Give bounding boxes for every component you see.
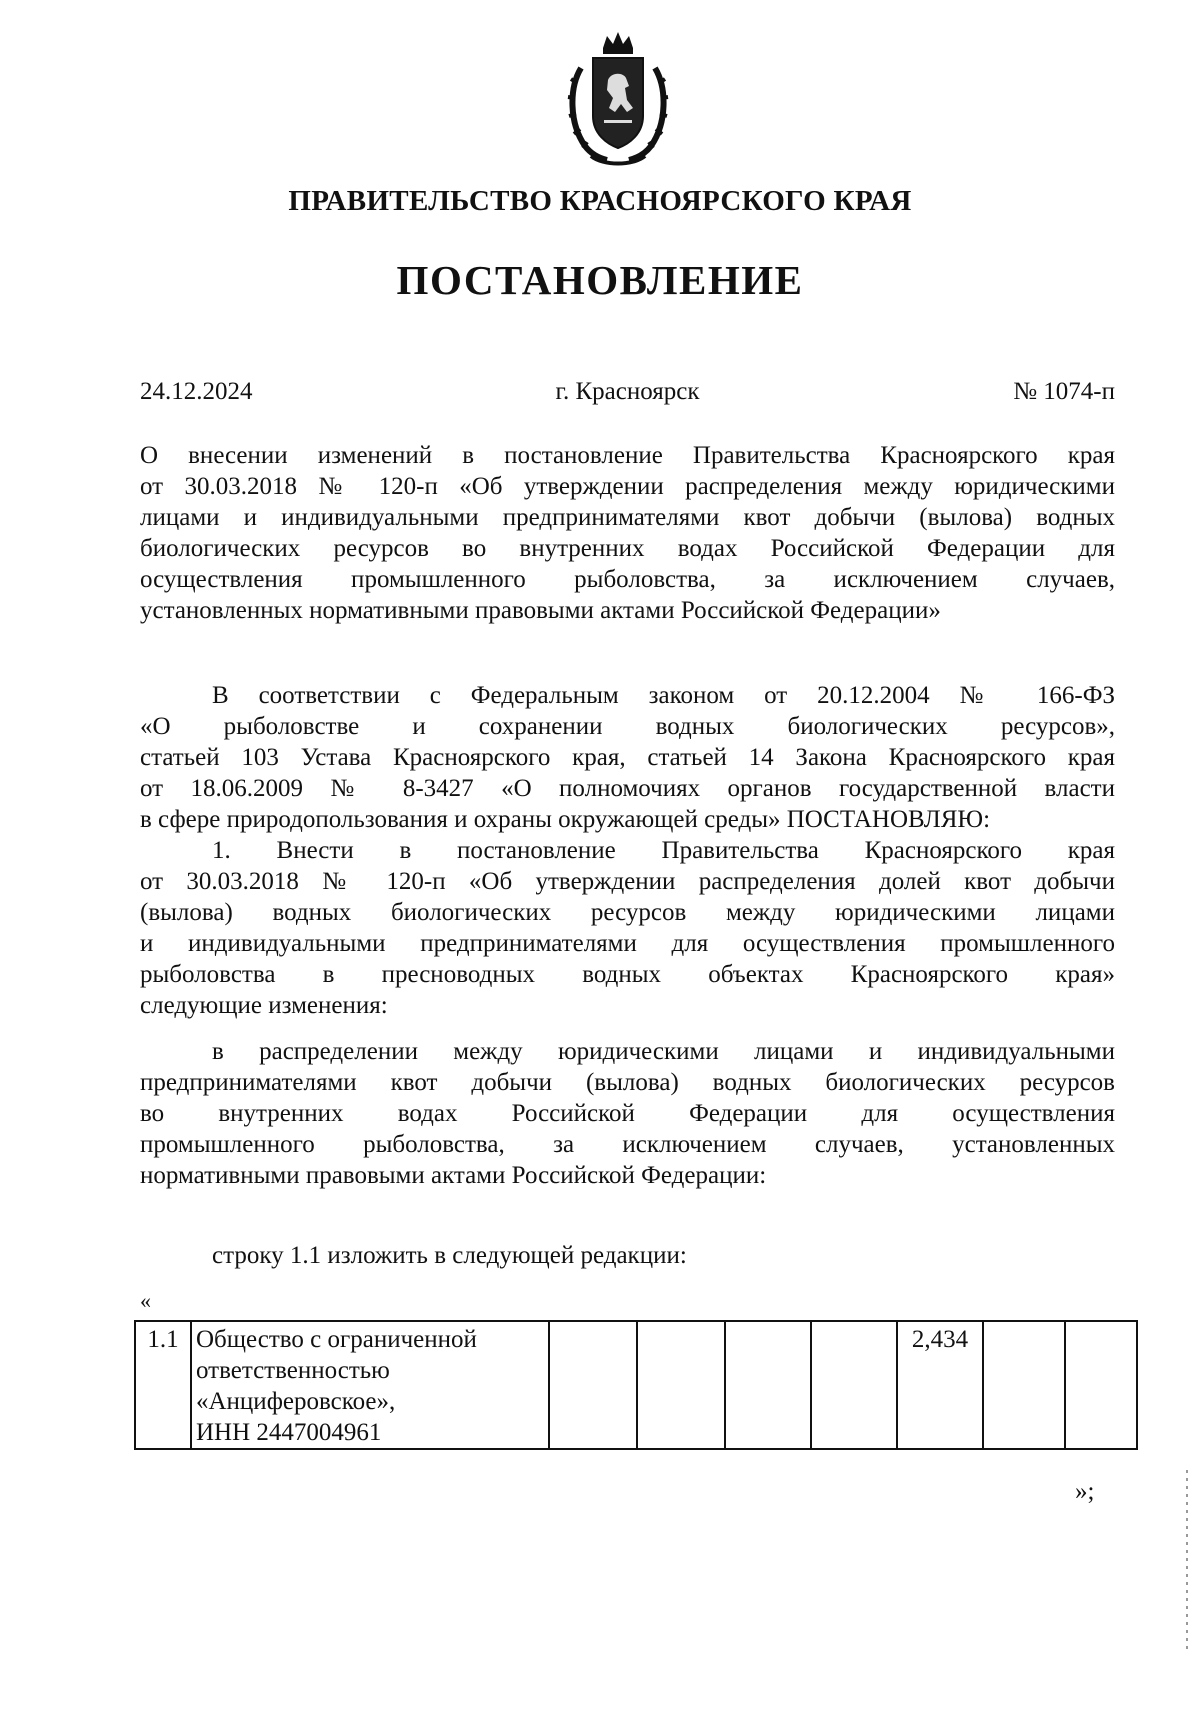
organization-inn-line: ИНН 2447004961 [196,1419,382,1446]
title-line: О внесении изменений в постановление Правительства Красноярского края [140,442,1115,469]
item-1-line: и индивидуальными предпринимателями для осуществления промышленного [140,930,1115,957]
document-meta [140,378,1115,410]
empty-cell [1065,1321,1137,1449]
distribution-line: в распределении между юридическими лицами и индивидуальными [212,1038,1115,1065]
distribution-line: предпринимателями квот добычи (вылова) водных биологических ресурсов [140,1069,1115,1096]
document-type-heading: ПОСТАНОВЛЕНИЕ [396,257,804,303]
preamble-line: в сфере природопользования и охраны окружающей среды» ПОСТАНОВЛЯЮ: [140,806,991,833]
organization-name-line: «Анциферовское», [196,1388,396,1415]
document-number: № 1074-п [1013,378,1115,405]
item-1-line: 1. Внести в постановление Правительства Красноярского края [212,837,1115,864]
title-line: осуществления промышленного рыболовства, за исключением случаев, [140,566,1115,593]
scan-edge-artifact [1186,1470,1188,1650]
document-date: 24.12.2024 [140,378,253,405]
item-1-line: от 30.03.2018 № 120-п «Об утверждении распределения долей квот добычи [140,868,1115,895]
empty-cell [637,1321,725,1449]
empty-cell [549,1321,637,1449]
closing-quote: »; [1075,1478,1095,1505]
organization-cell [191,1321,549,1449]
preamble-line: статьей 103 Устава Красноярского края, статьей 14 Закона Красноярского края [140,744,1115,771]
empty-cell [725,1321,811,1449]
amendment-table [134,1320,1138,1450]
row-instruction: строку 1.1 изложить в следующей редакции: [212,1242,687,1269]
organization-name-line: Общество с ограниченной [196,1326,477,1353]
distribution-line: во внутренних водах Российской Федерации для осуществления [140,1100,1115,1127]
empty-cell [983,1321,1065,1449]
distribution-line: нормативными правовыми актами Российской Федерации: [140,1162,767,1189]
item-1-line: рыболовства в пресноводных водных объектах Красноярского края» [140,961,1115,988]
table-row [135,1321,1137,1449]
distribution-line: промышленного рыболовства, за исключением случаев, установленных [140,1131,1115,1158]
coat-of-arms-icon [563,28,673,168]
organization-title: ПРАВИТЕЛЬСТВО КРАСНОЯРСКОГО КРАЯ [288,185,912,217]
title-line: лицами и индивидуальными предпринимателями квот добычи (вылова) водных [140,504,1115,531]
row-number-cell: 1.1 [135,1321,191,1449]
quota-value-cell: 2,434 [897,1321,983,1449]
item-1-line: следующие изменения: [140,992,388,1019]
preamble-line: «О рыболовстве и сохранении водных биологических ресурсов», [140,713,1115,740]
title-line: установленных нормативными правовыми актами Российской Федерации» [140,597,941,624]
item-1-line: (вылова) водных биологических ресурсов между юридическими лицами [140,899,1115,926]
preamble-line: от 18.06.2009 № 8-3427 «О полномочиях органов государственной власти [140,775,1115,802]
title-line: биологических ресурсов во внутренних водах Российской Федерации для [140,535,1115,562]
organization-name-line: ответственностью [196,1357,390,1384]
empty-cell [811,1321,897,1449]
preamble-line: В соответствии с Федеральным законом от 20.12.2004 № 166-ФЗ [212,682,1115,709]
document-city: г. Красноярск [555,378,700,405]
title-line: от 30.03.2018 № 120-п «Об утверждении распределения между юридическими [140,473,1115,500]
opening-quote: « [140,1288,151,1313]
